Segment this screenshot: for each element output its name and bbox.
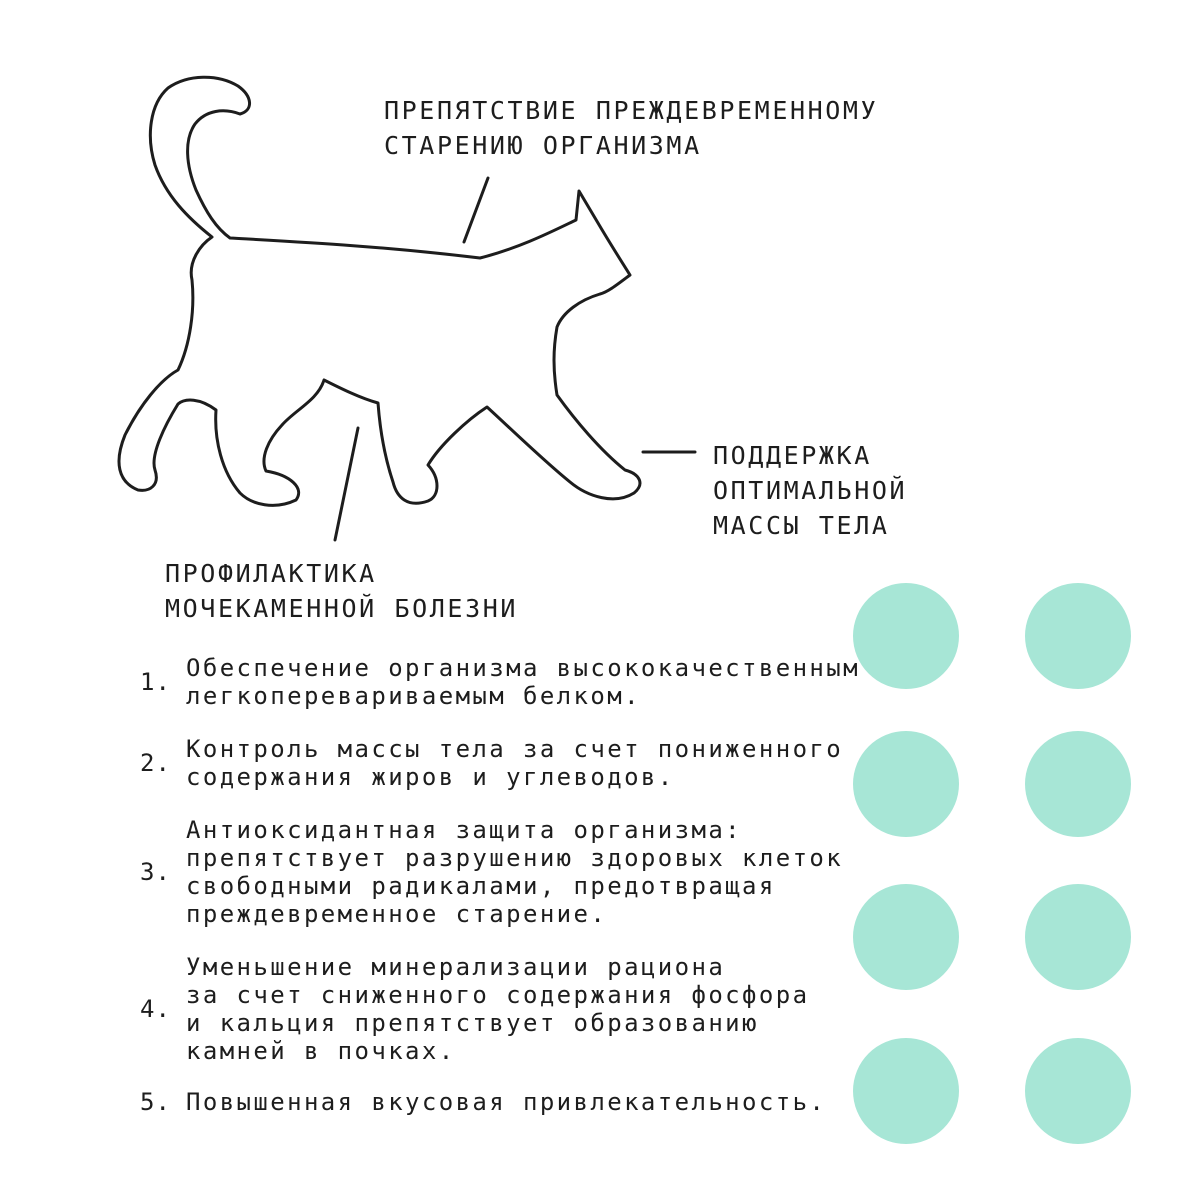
callout-urolith-line: МОЧЕКАМЕННОЙ БОЛЕЗНИ: [165, 594, 519, 623]
list-item-number: 1.: [140, 668, 171, 696]
list-item-line: свободными радикалами, предотвращая: [186, 872, 776, 900]
list-item-line: Уменьшение минерализации рациона: [186, 953, 726, 981]
list-item-number: 4.: [140, 995, 171, 1023]
list-item-line: Контроль массы тела за счет пониженного: [186, 735, 844, 763]
list-item: [140, 1088, 826, 1116]
list-item: [140, 953, 809, 1065]
callout-aging-line: СТАРЕНИЮ ОРГАНИЗМА: [384, 131, 702, 160]
list-item-text: [186, 735, 843, 791]
callout-urolith-line: ПРОФИЛАКТИКА: [165, 559, 377, 588]
list-item: [140, 816, 843, 928]
list-item-line: преждевременное старение.: [186, 900, 608, 928]
list-item: [140, 654, 860, 710]
list-item-line: камней в почках.: [186, 1037, 456, 1065]
list-item-number: 3.: [140, 858, 171, 886]
list-item-line: Антиоксидантная защита организма:: [186, 816, 743, 844]
list-item-number: 5.: [140, 1088, 171, 1116]
callout-weight-line: ОПТИМАЛЬНОЙ: [713, 476, 908, 505]
callout-weight-line: ПОДДЕРЖКА: [713, 441, 872, 470]
callout-weight-line: МАССЫ ТЕЛА: [713, 511, 890, 540]
list-item-line: содержания жиров и углеводов.: [186, 763, 675, 791]
list-item: [140, 735, 843, 791]
list-item-line: легкоперевариваемым белком.: [186, 682, 641, 710]
callout-aging-line: ПРЕПЯТСТВИЕ ПРЕЖДЕВРЕМЕННОМУ: [384, 96, 879, 125]
list-item-line: Обеспечение организма высококачественным: [186, 654, 860, 682]
list-item-line: препятствует разрушению здоровых клеток: [186, 844, 844, 872]
list-item-line: и кальция препятствует образованию: [186, 1009, 759, 1037]
list-item-text: [186, 1088, 826, 1116]
list-item-text: [186, 816, 843, 928]
list-item-line: Повышенная вкусовая привлекательность.: [186, 1088, 827, 1116]
list-item-text: [186, 654, 860, 710]
list-item-line: за счет сниженного содержания фосфора: [186, 981, 810, 1009]
list-item-text: [186, 953, 809, 1065]
list-item-number: 2.: [140, 749, 171, 777]
